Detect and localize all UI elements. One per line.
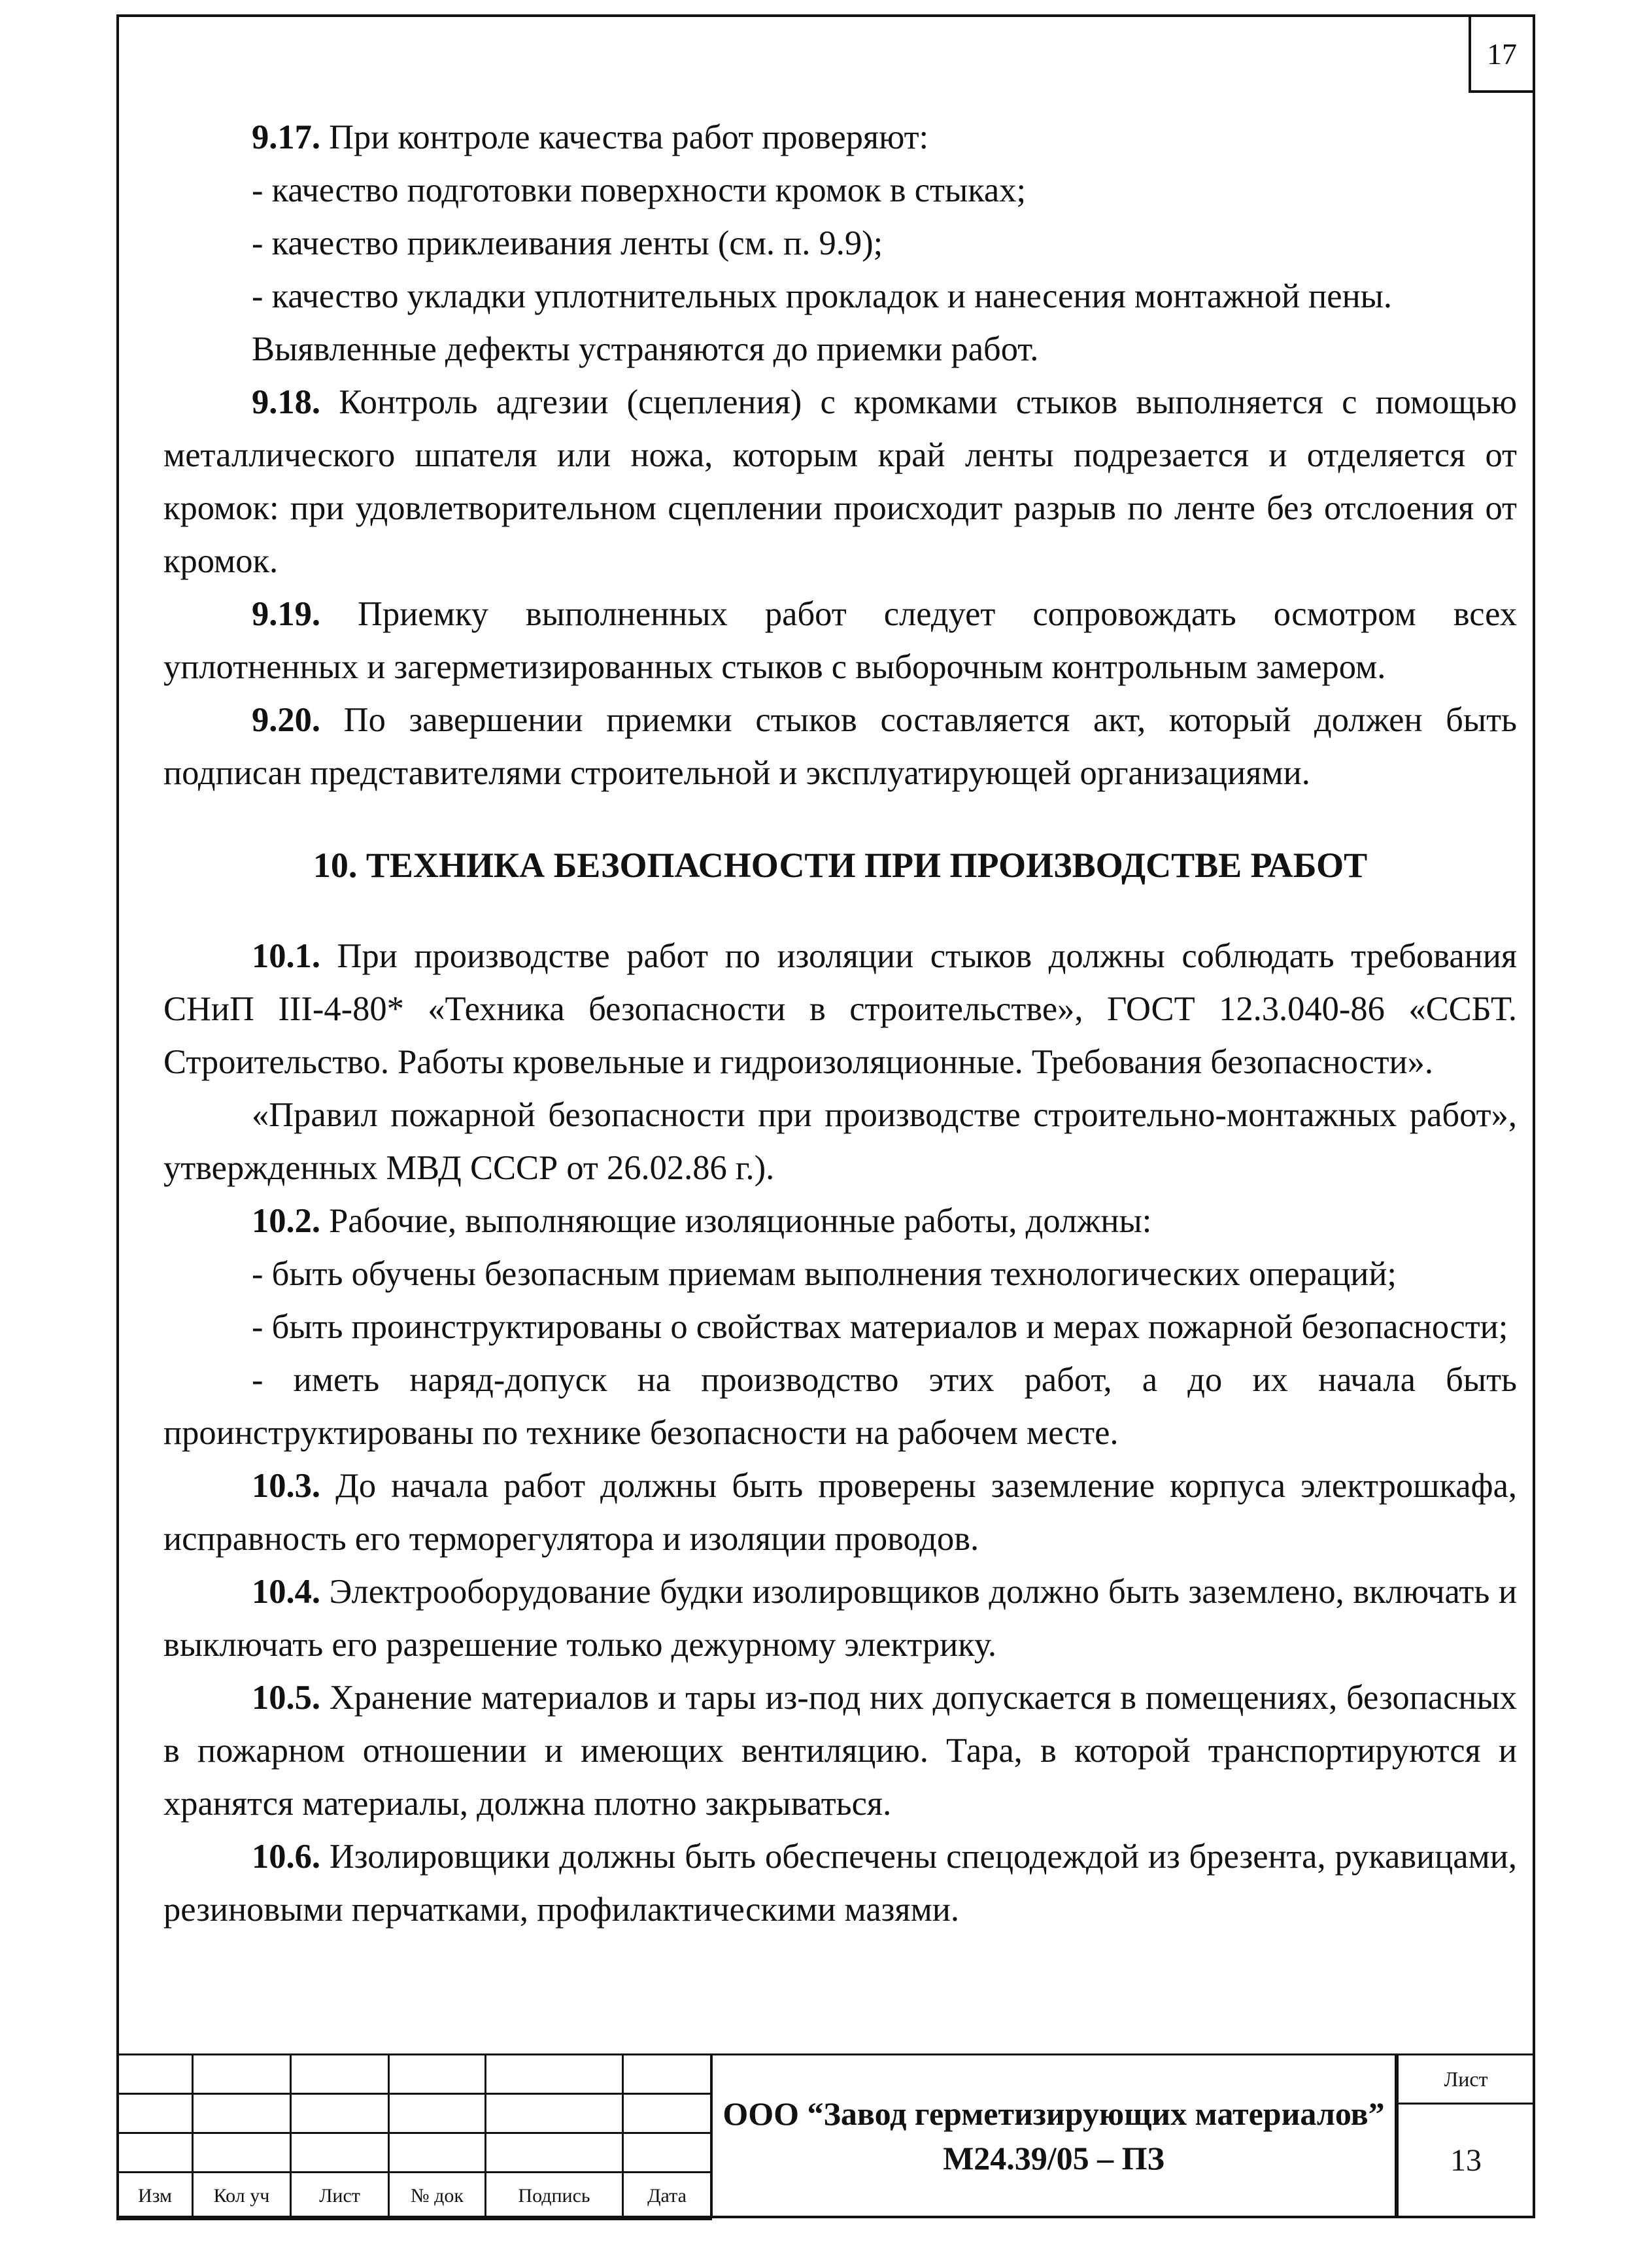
clause-number: 10.5. <box>252 1679 320 1717</box>
clause-number: 10.2. <box>252 1202 320 1240</box>
paragraph-10-1-cont: «Правил пожарной безопасности при производстве строительно-монтажных работ», утвержденных МВД СССР от 26.02.86 г.). <box>163 1096 1517 1187</box>
paragraph-10-6: 10.6. Изолировщики должны быть обеспечены спецодеждой из брезента, рукавицами, резиновыми перчатками, профилактическими мазями. <box>163 1838 1517 1929</box>
paragraph-10-3: 10.3. До начала работ должны быть проверены заземление корпуса электрошкафа, исправность его терморегулятора и изоляции проводов. <box>163 1467 1517 1558</box>
organization-name: ООО “Завод герметизирующих материалов” <box>722 2095 1385 2132</box>
list-item: - качество подготовки поверхности кромок в стыках; <box>252 171 1027 209</box>
document-body <box>163 111 1517 1936</box>
paragraph-9-18: 9.18. Контроль адгезии (сцепления) с кромками стыков выполняется с помощью металлического шпателя или ножа, которым край ленты подрезается и отделяется от кромок: при удовлетворительном сцеплении происходит разрыв по ленте без отслоения от кромок. <box>163 383 1517 580</box>
clause-number: 10.4. <box>252 1573 320 1611</box>
clause-number: 9.18. <box>252 383 320 421</box>
document-code: М24.39/05 – ПЗ <box>943 2140 1164 2176</box>
clause-number: 10.6. <box>252 1838 320 1876</box>
list-item: - качество приклеивания ленты (см. п. 9.9); <box>252 224 883 262</box>
list-item: - быть проинструктированы о свойствах материалов и мерах пожарной безопасности; <box>252 1308 1508 1346</box>
page-number: 17 <box>1469 14 1535 93</box>
list-item: - быть обучены безопасным приемам выполнения технологических операций; <box>252 1255 1397 1293</box>
clause-number: 9.20. <box>252 701 320 739</box>
column-label-doc-no: № док <box>389 2173 486 2220</box>
revision-table <box>116 2053 712 2220</box>
clause-number: 9.19. <box>252 595 320 633</box>
column-label-signature: Подпись <box>486 2173 623 2220</box>
clause-number: 10.3. <box>252 1467 320 1505</box>
column-label-date: Дата <box>623 2173 711 2220</box>
paragraph-10-1: 10.1. При производстве работ по изоляции стыков должны соблюдать требования СНиП III-4-80* «Техника безопасности в строительстве», ГОСТ 12.3.040-86 «ССБТ. Строительство. Работы кровельные и гидроизоляционные. Требования безопасности». <box>163 937 1517 1081</box>
paragraph-9-19: 9.19. Приемку выполненных работ следует сопровождать осмотром всех уплотненных и загерметизированных стыков с выборочным контрольным замером. <box>163 595 1517 686</box>
paragraph-9-20: 9.20. По завершении приемки стыков составляется акт, который должен быть подписан представителями строительной и эксплуатирующей организациями. <box>163 701 1517 792</box>
title-block <box>116 2053 1535 2218</box>
paragraph-9-17: 9.17. При контроле качества работ проверяют: <box>252 118 929 156</box>
list-item: - качество укладки уплотнительных прокладок и нанесения монтажной пены. <box>252 277 1393 315</box>
sheet-number: 13 <box>1450 2143 1482 2178</box>
section-heading: 10. ТЕХНИКА БЕЗОПАСНОСТИ ПРИ ПРОИЗВОДСТВЕ РАБОТ <box>313 846 1368 885</box>
list-item: - иметь наряд-допуск на производство этих работ, а до их начала быть проинструктированы по технике безопасности на рабочем месте. <box>163 1361 1517 1452</box>
paragraph-10-4: 10.4. Электрооборудование будки изолировщиков должно быть заземлено, включать и выключать его разрешение только дежурному электрику. <box>163 1573 1517 1664</box>
sheet-cell <box>1397 2053 1535 2218</box>
clause-number: 9.17. <box>252 118 320 156</box>
column-label-izm: Изм <box>118 2173 193 2220</box>
paragraph-10-2: 10.2. Рабочие, выполняющие изоляционные работы, должны: <box>252 1202 1152 1240</box>
column-label-kol-uch: Кол уч <box>193 2173 291 2220</box>
column-label-list: Лист <box>291 2173 389 2220</box>
sheet-label: Лист <box>1399 2055 1533 2105</box>
clause-number: 10.1. <box>252 937 320 975</box>
paragraph-10-5: 10.5. Хранение материалов и тары из-под них допускается в помещениях, безопасных в пожарном отношении и имеющих вентиляцию. Тара, в которой транспортируются и хранятся материалы, должна плотно закрываться. <box>163 1679 1517 1823</box>
paragraph-9-17-note: Выявленные дефекты устраняются до приемки работ. <box>252 330 1039 368</box>
organization-cell <box>710 2053 1397 2218</box>
